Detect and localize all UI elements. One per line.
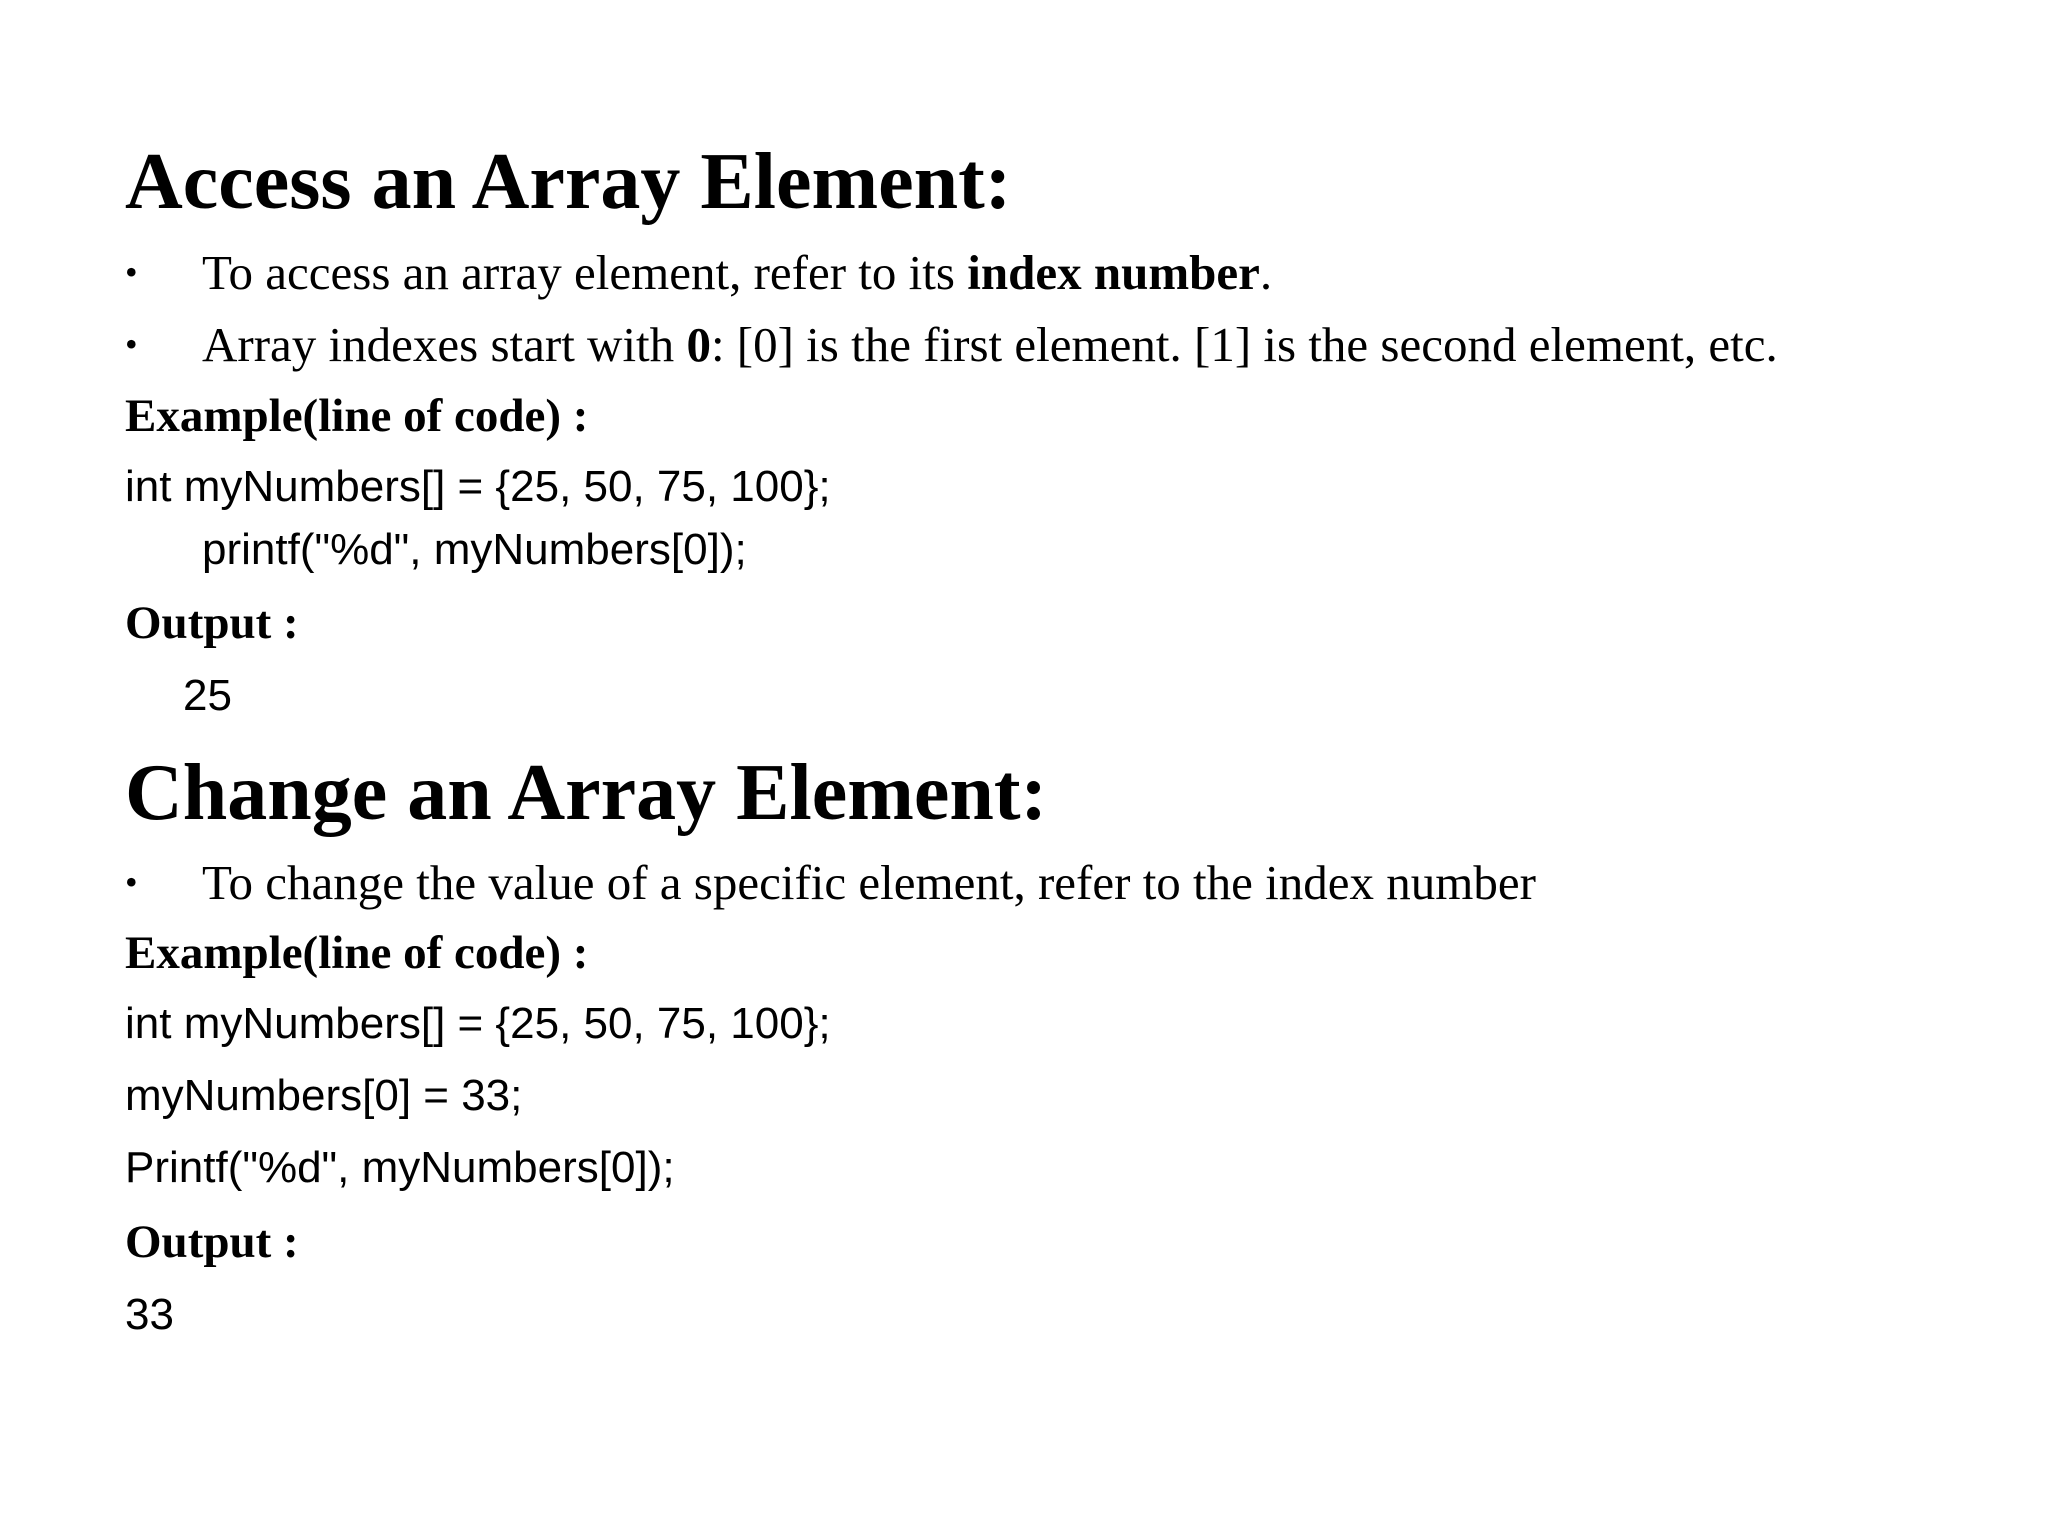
- section-access-example-label: Example(line of code) :: [125, 390, 589, 442]
- section-change-output-label: Output :: [125, 1216, 299, 1268]
- section-change-code-line-2: myNumbers[0] = 33;: [125, 1071, 523, 1120]
- section-change-title: Change an Array Element:: [125, 749, 1048, 837]
- section-access-title: Access an Array Element:: [125, 138, 1012, 226]
- section-access-output-label: Output :: [125, 597, 299, 649]
- section-change-bullet-1: To change the value of a specific element, refer to the index number: [202, 855, 1536, 910]
- bullet-text: Array indexes start with: [202, 317, 687, 372]
- bullet-icon: •: [125, 862, 138, 902]
- bullet-text: .: [1259, 245, 1273, 300]
- bullet-icon: •: [125, 324, 138, 364]
- section-access-bullet-1: [202, 245, 1273, 300]
- section-access-bullet-2: [202, 317, 1778, 372]
- bullet-icon: •: [125, 252, 138, 292]
- bullet-bold-text: index number: [967, 245, 1260, 300]
- section-change-code-line-3: Printf("%d", myNumbers[0]);: [125, 1143, 675, 1192]
- section-change-code-line-1: int myNumbers[] = {25, 50, 75, 100};: [125, 999, 831, 1048]
- section-change-example-label: Example(line of code) :: [125, 927, 589, 979]
- bullet-bold-text: 0: [686, 317, 711, 372]
- bullet-text: : [0] is the first element. [1] is the second element, etc.: [710, 317, 1778, 372]
- section-change-output-value: 33: [125, 1290, 174, 1339]
- bullet-text: To access an array element, refer to its: [202, 245, 968, 300]
- section-access-code-line-1: int myNumbers[] = {25, 50, 75, 100};: [125, 462, 831, 511]
- section-access-output-value: 25: [183, 671, 232, 720]
- section-access-code-line-2: printf("%d", myNumbers[0]);: [202, 525, 747, 574]
